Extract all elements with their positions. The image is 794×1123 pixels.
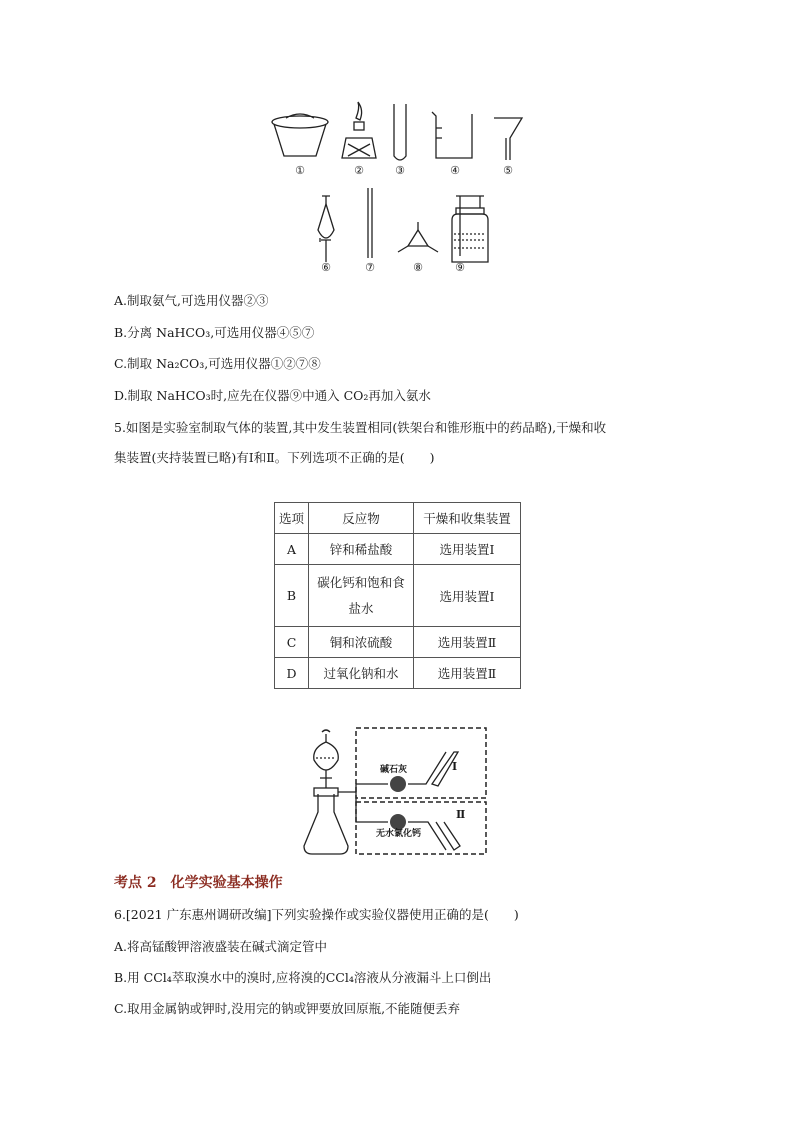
table-row (275, 565, 521, 627)
apparatus-figure (260, 100, 540, 280)
header-device: 干燥和收集装置 (414, 503, 521, 534)
clay-triangle-icon (398, 222, 438, 252)
test-tube-icon (394, 104, 406, 160)
cell-option: A (275, 534, 309, 565)
q6-option-a: A.将高锰酸钾溶液盛装在碱式滴定管中 (114, 939, 328, 954)
separatory-funnel-icon (318, 196, 334, 262)
apparatus-label-4: ④ (450, 164, 460, 177)
label-device-1: Ⅰ (452, 760, 458, 773)
q6-option-b: B.用 CCl₄萃取溴水中的溴时,应将溴的CCl₄溶液从分液漏斗上口倒出 (114, 970, 492, 985)
q4-option-c: C.制取 Na₂CO₃,可选用仪器①②⑦⑧ (114, 356, 321, 371)
cell-device: 选用装置Ⅱ (414, 627, 521, 658)
conical-flask-icon (304, 788, 348, 854)
cell-option: B (275, 565, 309, 627)
cell-option: C (275, 627, 309, 658)
cell-option: D (275, 658, 309, 689)
beaker-icon (432, 112, 472, 158)
table-row (275, 534, 521, 565)
cell-reactant-line1: 碳化钙和饱和食 (317, 574, 405, 590)
cell-device: 选用装置Ⅰ (414, 565, 521, 627)
label-cacl2: 无水氯化钙 (376, 829, 422, 839)
cell-reactant-line2: 盐水 (348, 600, 374, 616)
q5-stem-line1: 5.如图是实验室制取气体的装置,其中发生装置相同(铁架台和锥形瓶中的药品略),干燥和收 (114, 420, 607, 435)
header-option: 选项 (275, 503, 309, 534)
label-soda-lime: 碱石灰 (380, 765, 408, 775)
apparatus-label-5: ⑤ (503, 164, 513, 177)
cell-device: 选用装置Ⅱ (414, 658, 521, 689)
apparatus-label-1: ① (295, 164, 305, 177)
apparatus-label-9: ⑨ (455, 261, 465, 274)
cell-reactant: 过氧化钠和水 (309, 658, 414, 689)
q4-option-b: B.分离 NaHCO₃,可选用仪器④⑤⑦ (114, 325, 315, 340)
dropping-funnel-icon (314, 730, 339, 788)
q6-stem: 6.[2021 广东惠州调研改编]下列实验操作或实验仪器使用正确的是( ) (114, 907, 519, 922)
apparatus-label-2: ② (354, 164, 364, 177)
alcohol-lamp-icon (342, 102, 376, 158)
options-table (274, 502, 521, 689)
apparatus-label-3: ③ (395, 164, 405, 177)
table-row (275, 627, 521, 658)
cell-reactant: 铜和浓硫酸 (309, 627, 414, 658)
label-device-2: Ⅱ (456, 808, 466, 821)
device-1-box (356, 728, 486, 798)
apparatus-label-8: ⑧ (413, 261, 423, 274)
cell-device: 选用装置Ⅰ (414, 534, 521, 565)
apparatus-label-7: ⑦ (365, 261, 375, 274)
section-title: 考点 2 化学实验基本操作 (114, 875, 283, 891)
cell-reactant (309, 565, 414, 627)
header-reactant: 反应物 (309, 503, 414, 534)
q5-stem-line2: 集装置(夹持装置已略)有Ⅰ和Ⅱ。下列选项不正确的是( ) (114, 450, 435, 465)
q4-option-a: A.制取氨气,可选用仪器②③ (114, 293, 269, 308)
apparatus-label-6: ⑥ (321, 261, 331, 274)
table-row (275, 658, 521, 689)
crucible-icon (272, 114, 328, 156)
table-header-row (275, 503, 521, 534)
glass-rod-icon (368, 188, 372, 258)
q6-option-c: C.取用金属钠或钾时,没用完的钠或钾要放回原瓶,不能随便丢弃 (114, 1001, 461, 1016)
funnel-icon (494, 118, 522, 160)
q4-option-d: D.制取 NaHCO₃时,应先在仪器⑨中通入 CO₂再加入氨水 (114, 388, 431, 403)
cell-reactant: 锌和稀盐酸 (309, 534, 414, 565)
gas-washing-bottle-icon (452, 196, 488, 262)
